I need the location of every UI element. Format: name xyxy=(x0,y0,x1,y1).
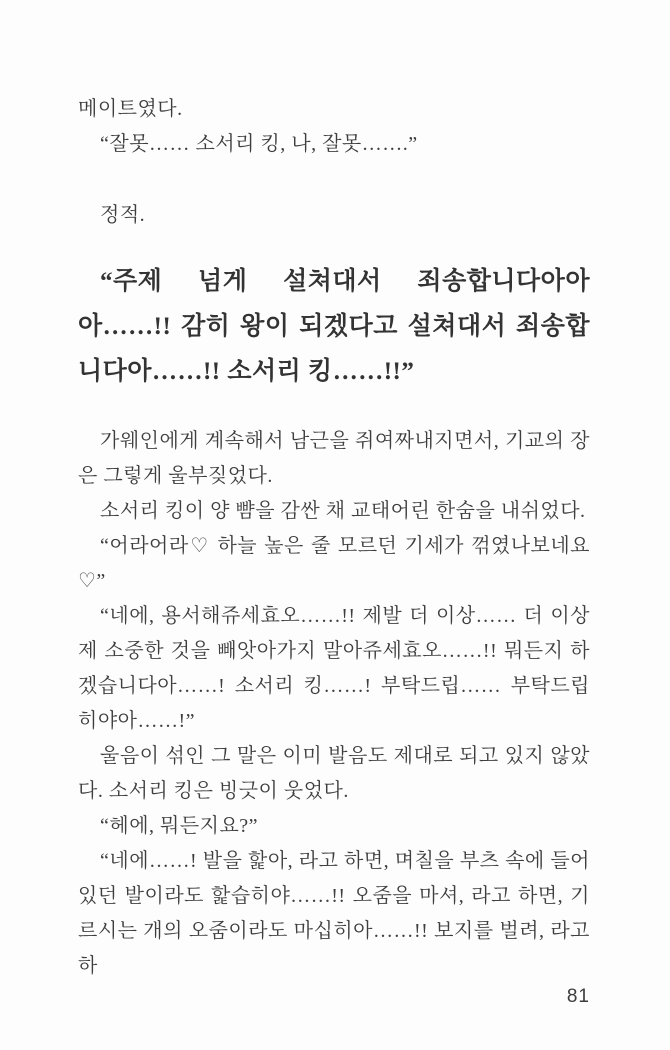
text-column xyxy=(78,92,590,984)
dialogue-line-reply: “헤에, 뭐든지요?” xyxy=(100,815,259,837)
paragraph-narration-2: 소서리 킹이 양 뺨을 감싼 채 교태어린 한숨을 내쉬었다. xyxy=(100,500,586,522)
page-number: 81 xyxy=(566,986,590,1007)
paragraph-narration-1: 가웨인에게 계속해서 남근을 쥐여짜내지면서, 기교의 장은 그렇게 울부짖었다. xyxy=(78,430,590,487)
paragraph-continued-from-previous-page: 메이트였다. xyxy=(78,98,183,120)
paragraph-narration-3: 울음이 섞인 그 말은 이미 발음도 제대로 되고 있지 않았다. 소서리 킹은 빙긋이 웃었다. xyxy=(78,745,590,802)
paragraph-silence: 정적. xyxy=(100,204,146,226)
dialogue-line-cutoff: “네에……! 발을 핥아, 라고 하면, 며칠을 부츠 속에 들어 있던 발이라도 핥습히야……!! 오줌을 마셔, 라고 하면, 기르시는 개의 오줌이라도 마십히아……!! 보지를 벌려, 라고 하 xyxy=(78,850,590,977)
dialogue-line-begging: “네에, 용서해쥬세효오……!! 제발 더 이상…… 더 이상 제 소중한 것을 빼앗아가지 말아쥬세효오……!! 뭐든지 하겠습니다아……! 소서리 킹……! 부탁드립…… 부탁드립히야아……!” xyxy=(78,605,590,732)
dialogue-line-teasing: “어라어라♡ 하늘 높은 줄 모르던 기세가 꺾였나보네요♡” xyxy=(78,535,590,592)
dialogue-emphasized-shout: “주제 넘게 설쳐대서 죄송합니다아아아……!! 감히 왕이 되겠다고 설쳐대서 죄송합니다아……!! 소서리 킹……!!” xyxy=(78,268,590,385)
dialogue-line-apology: “잘못…… 소서리 킹, 나, 잘못…….” xyxy=(100,133,418,155)
